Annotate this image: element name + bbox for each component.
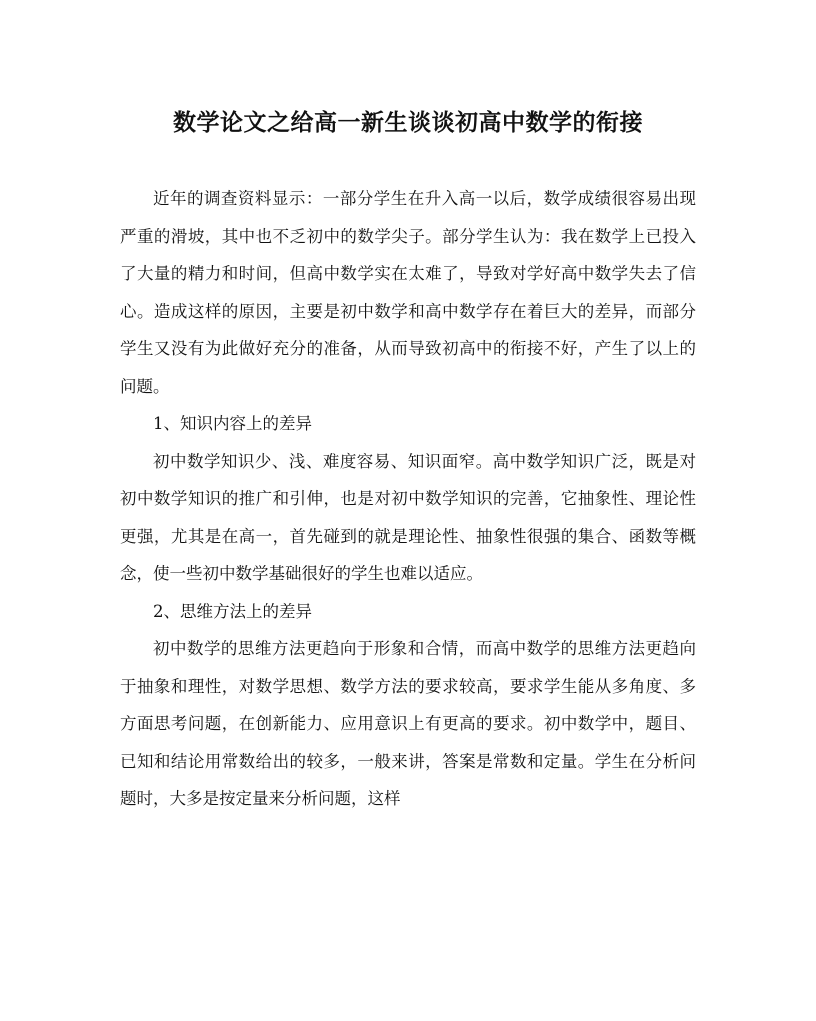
section-heading-thinking: 2、思维方法上的差异 [153,601,312,621]
section-heading-knowledge: 1、知识内容上的差异 [153,414,312,433]
paragraph-thinking: 初中数学的思维方法更趋向于形象和合情，而高中数学的思维方法更趋向于抽象和理性，对数学思想、数学方法的要求较高，要求学生能从多角度、多方面思考问题，在创新能力、应用意识上有更高的要求。初中数学中，题目、已知和结论用常数给出的较多，一般来讲，答案是常数和定量。学生在分析问题时，大多是按定量来分析问题，这样 [120,639,696,808]
document-title: 数学论文之给高一新生谈谈初高中数学的衔接 [173,109,643,136]
paragraph-knowledge: 初中数学知识少、浅、难度容易、知识面窄。高中数学知识广泛，既是对初中数学知识的推广和引伸，也是对初中数学知识的完善，它抽象性、理论性更强，尤其是在高一，首先碰到的就是理论性、抽象性很强的集合、函数等概念，使一些初中数学基础很好的学生也难以适应。 [120,451,696,583]
paragraph-intro: 近年的调查资料显示：一部分学生在升入高一以后，数学成绩很容易出现严重的滑坡，其中也不乏初中的数学尖子。部分学生认为：我在数学上已投入了大量的精力和时间，但高中数学实在太难了，导致对学好高中数学失去了信心。造成这样的原因，主要是初中数学和高中数学存在着巨大的差异，而部分学生又没有为此做好充分的准备，从而导致初高中的衔接不好，产生了以上的问题。 [120,189,696,396]
document-body [120,180,696,818]
